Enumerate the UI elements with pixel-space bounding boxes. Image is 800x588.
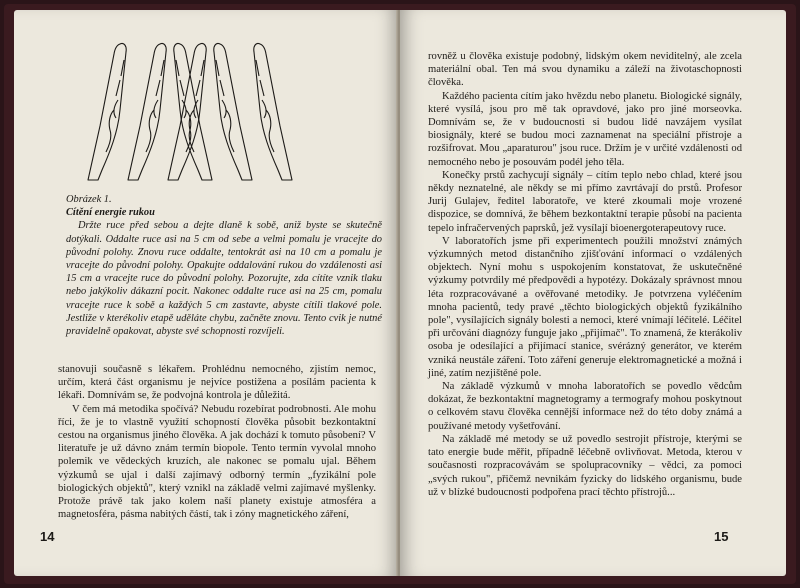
left-body-text: [58, 363, 376, 521]
figure-title: Cítění energie rukou: [66, 207, 155, 219]
left-page: [14, 10, 398, 576]
paragraph: Každého pacienta cítím jako hvězdu nebo planetu. Biologické signály, které vysílá, jsou pro mě tak opravdové, jako pro jiné morseovka. Domnívám se, že v budoucnosti si budou lidé navzájem vysílat biosignály, které se budou moci zaznamenat na speciální přístroje a rozšifrovat. Mou „aparaturou" jsou ruce. Držím je v určité vzdálenosti od nemocného nebo je posouvám podél jeho těla.: [428, 90, 742, 168]
figure-label: Obrázek 1.: [66, 194, 112, 205]
figure-caption: Držte ruce před sebou a dejte dlaně k sobě, aniž byste se skutečně dotýkali. Oddalte ruce asi na 5 cm od sebe a velmi pomalu je vracejte do původní polohy. Znovu ruce oddalte, tentokrát asi na 10 cm a pomalu je vracejte do původní polohy. Opakujte oddalování rukou do vzdálenosti asi 15 cm a vracejte ruce do původní polohy. Pozorujte, zda cítíte vznik tlaku nebo jakýkoliv dákazní pocit. Nakonec oddalte ruce asi na 25 cm, pomalu vracejte ruce k sobě a každých 5 cm zastavte, abyste cítili tlakové pole. Jestliže v kterékoliv etapě uděláte chybu, začněte znovu. Tento cvik je nutné pravidelně opakovat, abyste své schopnosti rozvíjeli.: [66, 220, 382, 338]
page-number: 15: [714, 529, 729, 544]
hands-illustration: [80, 40, 340, 186]
page-number: 14: [40, 529, 55, 544]
open-book: [4, 4, 796, 584]
paragraph: V čem má metodika spočívá? Nebudu rozebírat podrobnosti. Ale mohu říci, že je to vlastně využití schopností člověka působit bezkontaktní cestou na organismus jiného člověka. A jak dochází k tomuto působení? V literatuře je už dávno znám termín biopole. Tento termín vyvolal mnoho polemik ve vědeckých kruzích, ale nakonec se pomalu ujal. Během výzkumů se ujal i další zajímavý odborný termín „fyzikální pole biologických objektů", který vznikl na základě velmi zajímavé myšlenky. Protože právě tak jako kolem naší planety existuje atmosféra a magnetosféra, pásma nabitých částí, tak i zóny magnetického záření,: [58, 403, 376, 521]
paragraph: stanovuji současně s lékařem. Prohlédnu nemocného, zjistím nemoc, určím, která část organismu je nejvíce postižena a posílám pacienta k lékaři. Domnívám se, že podvojná kontrola je důležitá.: [58, 364, 376, 402]
paragraph: V laboratořích jsme při experimentech použili množství známých výzkumných metod distančního zjišťování informací o vzdálených objektech. Nyní mohu s uspokojením konstatovat, že uskutečněné výzkumy potvrdily mé předpovědi a hypotézy. Dokázaly správnost mnou léta rozpracovávané a ověřované metodiky. Je potvrzena vyléčením mnoha pacientů, tedy pravé „těchto biologických objektů fyzikálního pole", vysílajících signály bolesti a nemoci, které vnímají léčitelé. Léčitel při určování diagnózy funguje jako „přijímač". To znamená, že kterákoliv osoba je odesílající a přijímací stanice, svérázný generátor, ve kterém vzniká neustále záření. Toto záření generuje elektromagnetické a možná i jiné, zatím nezjištěné pole.: [428, 235, 742, 379]
paragraph: rovněž u člověka existuje podobný, lidským okem neviditelný, ale zcela materiální obal. Ten má svou dynamiku a záleží na životaschopnosti člověka.: [428, 51, 742, 89]
figure-caption-block: [66, 193, 382, 338]
right-page: [400, 10, 786, 576]
paragraph: Konečky prstů zachycují signály – cítím teplo nebo chlad, které jsou někdy neznatelné, ale někdy se mi přímo zavrtávají do prstů. Profesor Jurij Gulajev, ředitel laboratoře, ve které zkoumali moje vrozené dispozice, se domnívá, že během bezkontaktní terapie působí na pacienta tepelo infračervených paprsků, jež vysílají bioenergoterapeutovy ruce.: [428, 169, 742, 234]
paragraph: Na základě výzkumů v mnoha laboratořích se povedlo vědcům dokázat, že bezkontaktní magnetogramy a termografy mohou poskytnout o celkovém stavu člověka cennější informace než do této doby známá a používané metody vyšetřování.: [428, 381, 742, 432]
right-body-text: [428, 50, 742, 499]
paragraph: Na základě mé metody se už povedlo sestrojit přístroje, kterými se tato energie bude měřit, případně léčebně ovlivňovat. Metoda, kterou v současnosti rozpracovávám se spolupracovníky – vědci, za pomoci „svých rukou", přičemž nevnikám fyzicky do lidského organismu, bude už v blízké budoucnosti podpořena prací těchto přístrojů...: [428, 433, 742, 498]
